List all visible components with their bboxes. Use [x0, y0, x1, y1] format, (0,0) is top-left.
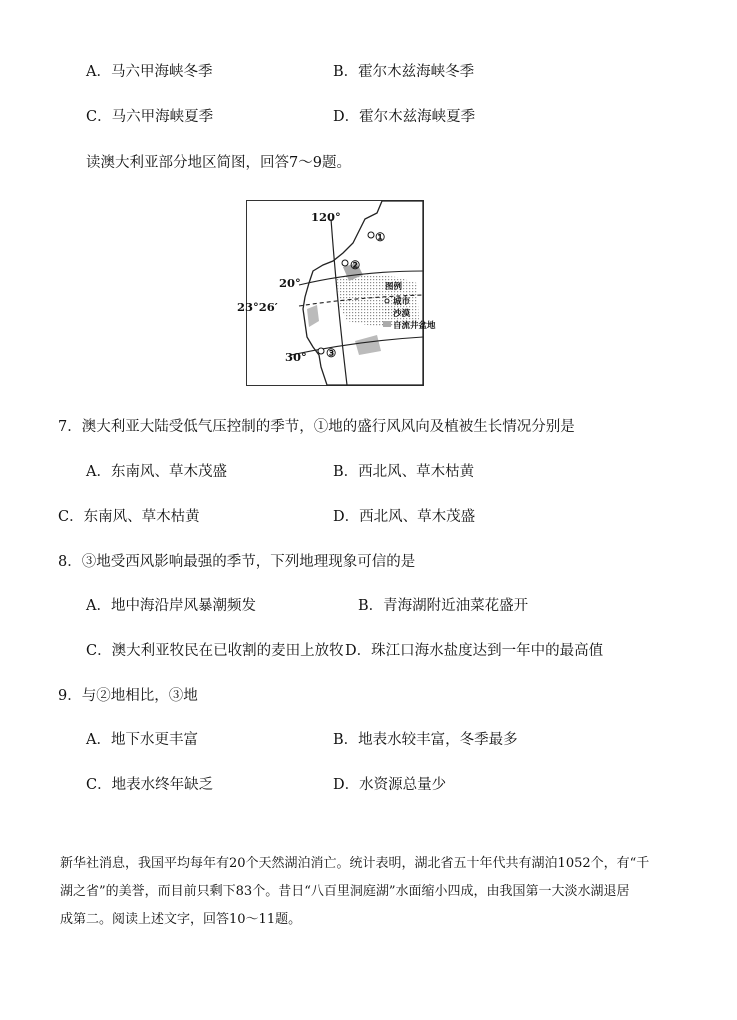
lon-120-label: 120°: [311, 210, 341, 224]
q7-option-b: B．西北风、草木枯黄: [333, 464, 475, 480]
lat-tropic-label: 23°26′: [237, 300, 278, 314]
q8-option-d: D．珠江口海水盐度达到一年中的最高值: [345, 643, 604, 659]
legend-desert: 沙漠: [393, 309, 411, 319]
q6-option-a: A．马六甲海峡冬季: [86, 64, 213, 80]
news-passage: [60, 850, 700, 934]
site1-label: ①: [375, 230, 386, 244]
q9-option-d: D．水资源总量少: [333, 777, 447, 793]
q7-option-a: A．东南风、草木茂盛: [86, 464, 227, 480]
q6-option-d: D．霍尔木兹海峡夏季: [333, 109, 476, 125]
q6-option-b: B．霍尔木兹海峡冬季: [333, 64, 475, 80]
site3-city: [318, 348, 324, 354]
australia-map: [237, 200, 436, 386]
q8-option-b: B．青海湖附近油菜花盛开: [358, 598, 529, 614]
q9-stem: 9．与②地相比，③地: [58, 688, 198, 704]
q8-stem: 8．③地受西风影响最强的季节，下列地理现象可信的是: [58, 554, 416, 570]
site2-label: ②: [350, 258, 361, 272]
map-intro: 读澳大利亚部分地区简图，回答7～9题。: [86, 155, 351, 171]
q7-option-d: D．西北风、草木茂盛: [333, 509, 476, 525]
q7-option-c: C．东南风、草木枯黄: [58, 509, 200, 525]
legend-basin-icon: [383, 321, 391, 327]
q9-option-b: B．地表水较丰富，冬季最多: [333, 732, 518, 748]
q8-option-a: A．地中海沿岸风暴潮频发: [86, 598, 256, 614]
legend-desert-icon: [383, 309, 391, 315]
news-line-3: 成第二。阅读上述文字，回答10～11题。: [60, 912, 302, 927]
q8-option-c: C．澳大利亚牧民在已收割的麦田上放牧: [86, 643, 344, 659]
lat-30-label: 30°: [285, 350, 307, 364]
legend-city-icon: [385, 299, 389, 303]
q9-option-c: C．地表水终年缺乏: [86, 777, 214, 793]
legend-city: 城市: [393, 297, 411, 307]
site3-label: ③: [326, 346, 337, 360]
news-line-2: 湖之省”的美誉，而目前只剩下83个。昔日“八百里洞庭湖”水面缩小四成，由我国第一大淡水湖退居: [60, 884, 630, 899]
q6-option-c: C．马六甲海峡夏季: [86, 109, 214, 125]
q7-stem: 7．澳大利亚大陆受低气压控制的季节，①地的盛行风风向及植被生长情况分别是: [58, 419, 575, 435]
q9-option-a: A．地下水更丰富: [86, 732, 198, 748]
site2-city: [342, 260, 348, 266]
site1-city: [368, 232, 374, 238]
legend-basin: 自流井盆地: [393, 321, 436, 331]
lat-20-label: 20°: [279, 276, 301, 290]
news-line-1: 新华社消息，我国平均每年有20个天然湖泊消亡。统计表明，湖北省五十年代共有湖泊1052个，有“千: [60, 856, 650, 871]
legend-title: 图例: [385, 282, 403, 292]
